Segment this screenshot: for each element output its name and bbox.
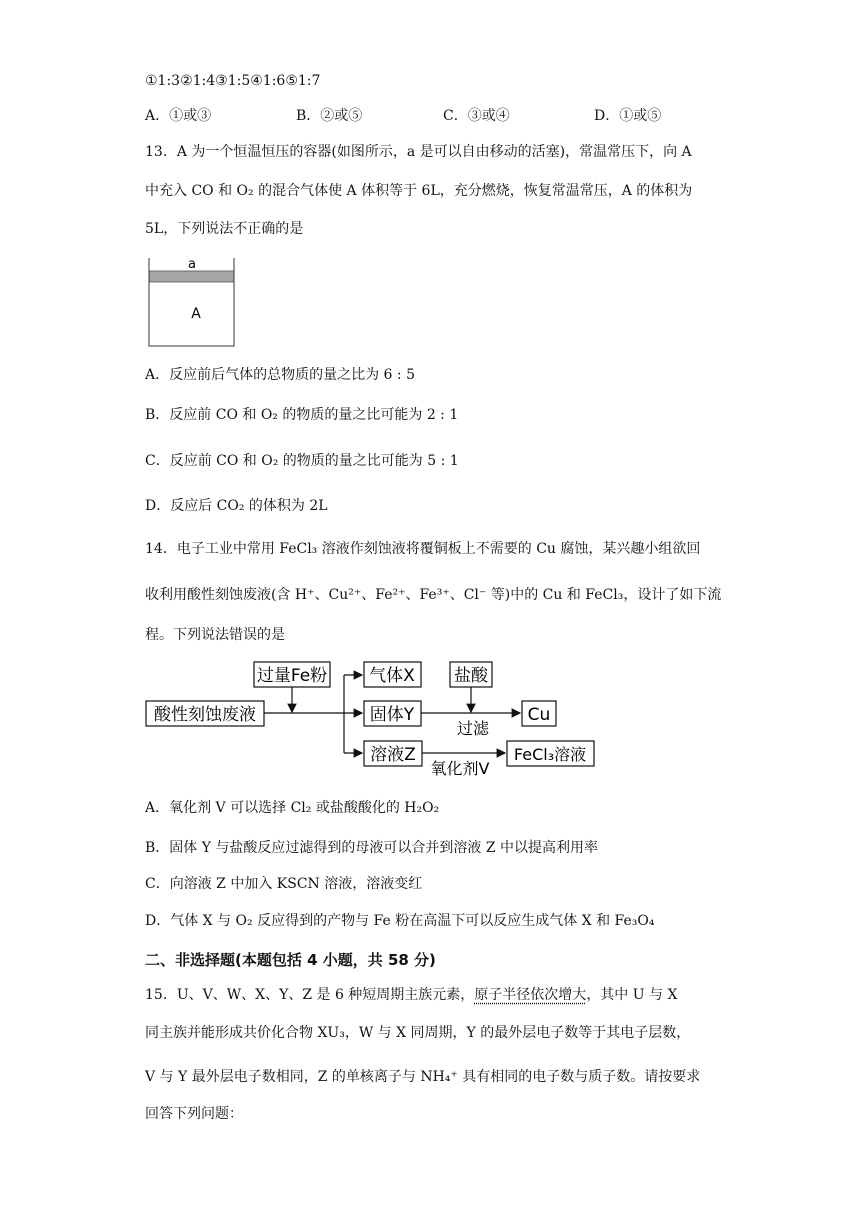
q15-stem-line1	[145, 985, 677, 1005]
label-solid-y: 固体Y	[369, 705, 415, 725]
piston-bar	[149, 271, 234, 282]
vessel-label: A	[191, 306, 201, 322]
q15-line1-end: ，其中 U 与 X	[586, 987, 678, 1003]
q13-stem-line3: 5L，下列说法不正确的是	[145, 221, 304, 237]
label-excess-fe: 过量Fe粉	[256, 666, 328, 686]
q12-choices-line: ①1:3②1:4③1:5④1:6⑤1:7	[145, 73, 321, 89]
label-solution-z: 溶液Z	[370, 745, 416, 765]
q15-emphasis-text: 原子半径依次增大	[474, 987, 587, 1003]
label-fecl3-solution: FeCl₃溶液	[513, 745, 587, 764]
q14-stem-line1: 14．电子工业中常用 FeCl₃ 溶液作刻蚀液将覆铜板上不需要的 Cu 腐蚀，某兴趣小组欲回	[145, 541, 701, 557]
label-oxidant-v: 氧化剂V	[430, 759, 490, 778]
q14-option-a: A．氧化剂 V 可以选择 Cl₂ 或盐酸酸化的 H₂O₂	[145, 800, 440, 816]
q14-option-c: C．向溶液 Z 中加入 KSCN 溶液，溶液变红	[145, 876, 423, 892]
piston-label: a	[188, 257, 196, 272]
q14-stem-line2: 收利用酸性刻蚀废液(含 H⁺、Cu²⁺、Fe²⁺、Fe³⁺、Cl⁻ 等)中的 Cu 和 FeCl₃，设计了如下流	[145, 587, 722, 603]
q12-option-a: A．①或③	[145, 108, 212, 124]
q13-option-c: C．反应前 CO 和 O₂ 的物质的量之比可能为 5 : 1	[145, 453, 459, 469]
q13-stem-line2: 中充入 CO 和 O₂ 的混合气体使 A 体积等于 6L，充分燃烧，恢复常温常压，A 的体积为	[145, 183, 693, 199]
q15-stem-line2: 同主族并能形成共价化合物 XU₃，W 与 X 同周期，Y 的最外层电子数等于其电子层数，	[145, 1025, 691, 1041]
q12-option-d: D．①或⑤	[594, 108, 662, 124]
label-gas-x: 气体X	[369, 666, 415, 686]
label-hcl: 盐酸	[454, 666, 488, 686]
label-cu: Cu	[527, 705, 551, 725]
q14-option-d: D．气体 X 与 O₂ 反应得到的产物与 Fe 粉在高温下可以反应生成气体 X 和 Fe₃O₄	[145, 913, 655, 929]
q12-option-c: C．③或④	[443, 108, 510, 124]
q13-stem-line1: 13．A 为一个恒温恒压的容器(如图所示，a 是可以自由移动的活塞)，常温常压下，向 A	[145, 144, 692, 160]
q14-flow-diagram	[140, 655, 600, 780]
q12-option-b: B．②或⑤	[296, 108, 363, 124]
q14-option-b: B．固体 Y 与盐酸反应过滤得到的母液可以合并到溶液 Z 中以提高利用率	[145, 840, 599, 856]
q14-stem-line3: 程。下列说法错误的是	[145, 627, 285, 643]
section-title: 二、非选择题(本题包括 4 小题，共 58 分)	[145, 951, 436, 969]
q13-option-a: A．反应前后气体的总物质的量之比为 6 : 5	[145, 367, 415, 383]
label-waste-liquid: 酸性刻蚀废液	[154, 705, 256, 725]
q13-option-d: D．反应后 CO₂ 的体积为 2L	[145, 498, 328, 514]
q13-option-b: B．反应前 CO 和 O₂ 的物质的量之比可能为 2 : 1	[145, 407, 459, 423]
q13-container-figure	[140, 252, 250, 354]
label-filter: 过滤	[456, 719, 490, 738]
q15-stem-line3: V 与 Y 最外层电子数相同，Z 的单核离子与 NH₄⁺ 具有相同的电子数与质子数。请按要求	[145, 1069, 701, 1085]
q15-stem-line4: 回答下列问题：	[145, 1106, 243, 1122]
q15-line1-start: 15．U、V、W、X、Y、Z 是 6 种短周期主族元素，	[145, 987, 475, 1003]
